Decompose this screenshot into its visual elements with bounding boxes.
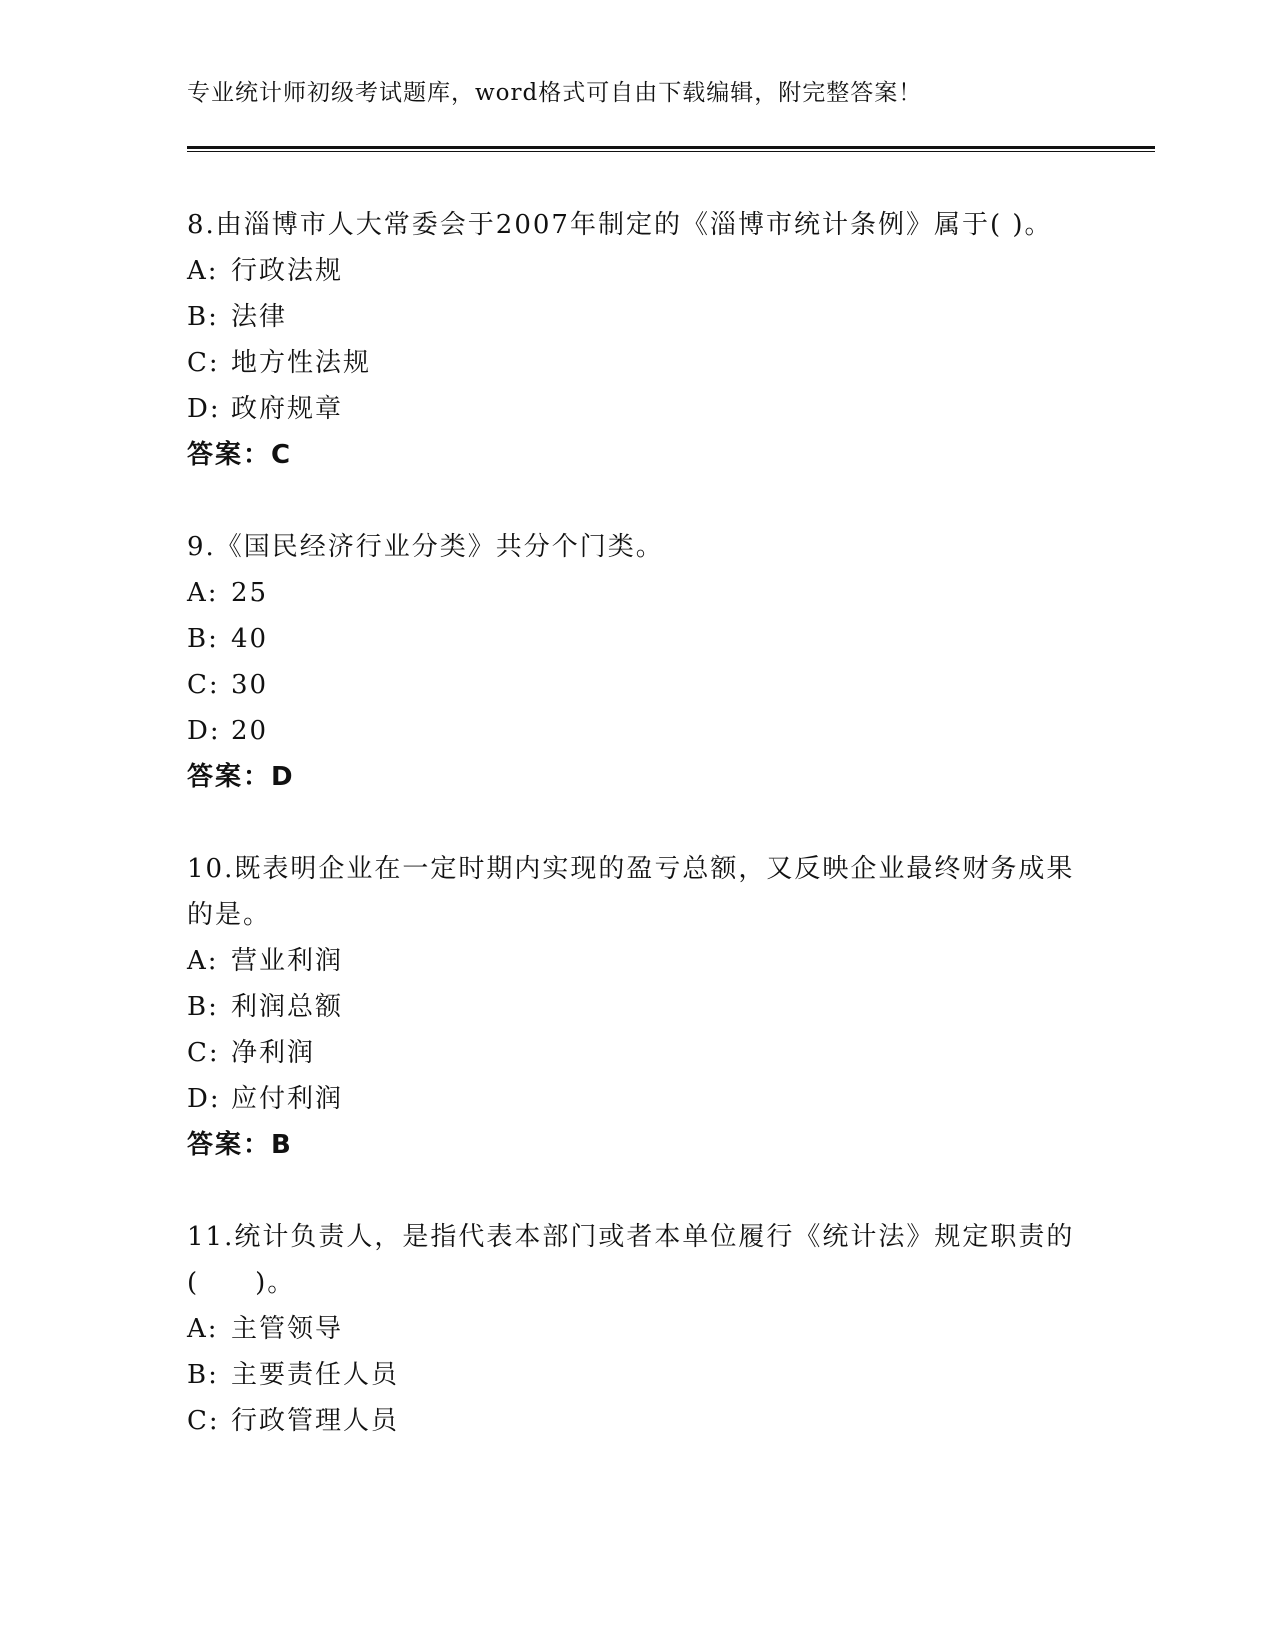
option-a: [187, 248, 1087, 294]
option-b: [187, 294, 1087, 340]
question-list: [187, 202, 1087, 1490]
option-a: [187, 570, 1087, 616]
option-letter: B:: [187, 302, 219, 332]
option-text: 20: [231, 716, 269, 746]
option-text: 25: [231, 578, 269, 608]
option-text: 主管领导: [231, 1314, 344, 1344]
option-b: [187, 984, 1087, 1030]
option-d: [187, 386, 1087, 432]
option-text: 应付利润: [231, 1084, 344, 1114]
option-letter: B:: [187, 1360, 219, 1390]
option-letter: C:: [187, 1038, 220, 1068]
option-c: [187, 1398, 1087, 1444]
answer-label: 答案：B: [187, 1130, 293, 1160]
option-letter: C:: [187, 670, 220, 700]
option-text: 行政法规: [231, 256, 344, 286]
header-divider-thick: [187, 146, 1155, 149]
header-divider: [187, 146, 1155, 153]
option-d: [187, 708, 1087, 754]
option-letter: D:: [187, 716, 221, 746]
option-text: 法律: [231, 302, 288, 332]
question-8: [187, 202, 1087, 478]
question-stem: 9.《国民经济行业分类》共分个门类。: [187, 532, 664, 562]
option-a: [187, 1306, 1087, 1352]
option-c: [187, 662, 1087, 708]
option-letter: C:: [187, 1406, 220, 1436]
option-letter: B:: [187, 992, 219, 1022]
page-header: 专业统计师初级考试题库，word格式可自由下载编辑，附完整答案！: [187, 80, 923, 106]
question-stem: 8.由淄博市人大常委会于2007年制定的《淄博市统计条例》属于( )。: [187, 210, 1053, 240]
option-text: 40: [231, 624, 269, 654]
option-a: [187, 938, 1087, 984]
answer-label: 答案：C: [187, 440, 293, 470]
option-text: 净利润: [231, 1038, 316, 1068]
question-10: [187, 846, 1087, 1168]
option-letter: A:: [187, 946, 219, 976]
option-text: 主要责任人员: [231, 1360, 400, 1390]
header-divider-thin: [187, 151, 1155, 152]
option-letter: A:: [187, 256, 219, 286]
question-stem: 10.既表明企业在一定时期内实现的盈亏总额，又反映企业最终财务成果的是。: [187, 854, 1075, 930]
option-text: 30: [231, 670, 269, 700]
option-letter: A:: [187, 1314, 219, 1344]
option-text: 营业利润: [231, 946, 344, 976]
option-text: 利润总额: [231, 992, 344, 1022]
option-letter: A:: [187, 578, 219, 608]
answer-label: 答案：D: [187, 762, 295, 792]
option-letter: D:: [187, 1084, 221, 1114]
option-letter: D:: [187, 394, 221, 424]
option-c: [187, 340, 1087, 386]
option-text: 政府规章: [231, 394, 344, 424]
option-b: [187, 616, 1087, 662]
option-text: 地方性法规: [231, 348, 372, 378]
question-stem: 11.统计负责人，是指代表本部门或者本单位履行《统计法》规定职责的( )。: [187, 1222, 1075, 1298]
option-letter: B:: [187, 624, 219, 654]
option-letter: C:: [187, 348, 220, 378]
option-d: [187, 1076, 1087, 1122]
option-b: [187, 1352, 1087, 1398]
question-9: [187, 524, 1087, 800]
option-text: 行政管理人员: [231, 1406, 400, 1436]
question-11: [187, 1214, 1087, 1444]
option-c: [187, 1030, 1087, 1076]
